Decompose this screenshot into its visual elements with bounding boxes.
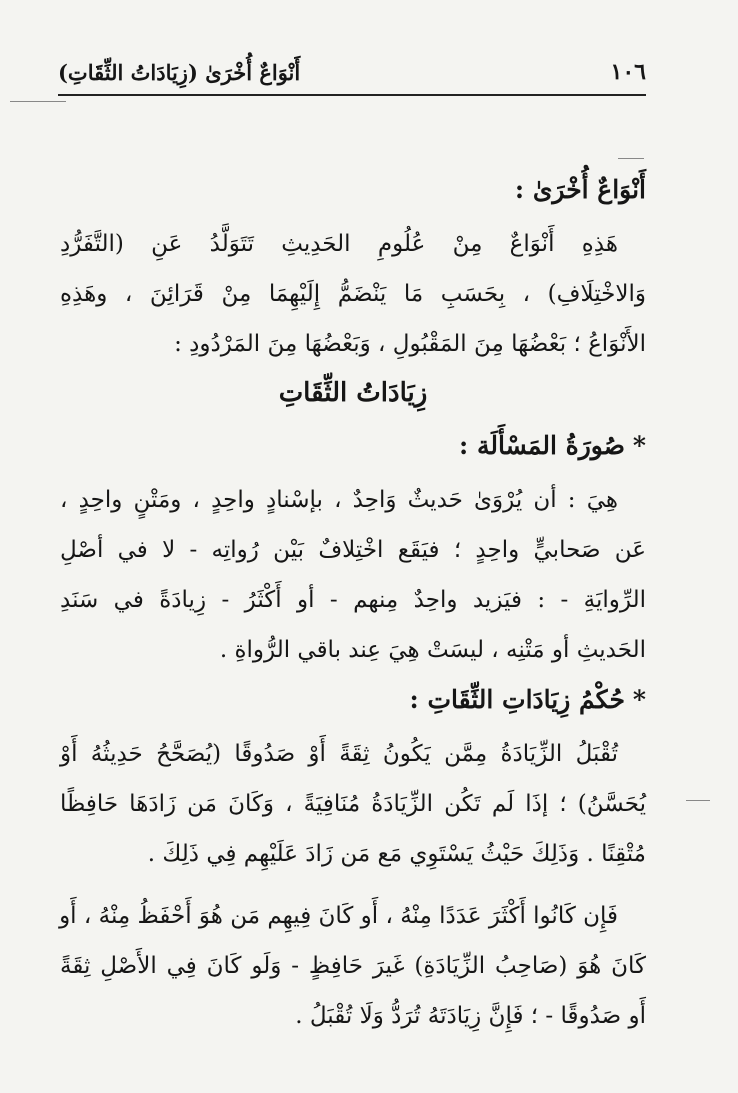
running-header: [58, 50, 646, 96]
question-line: هِيَ : أن يُرْوَىٰ حَديثٌ وَاحِدٌ ، بإسْنادٍ واحِدٍ ، ومَتْنٍ واحِدٍ ،: [60, 487, 618, 513]
page-number: ١٠٦: [610, 59, 646, 85]
section-title: زِيَادَاتُ الثِّقَاتِ: [278, 378, 428, 408]
ruling-line: أَو صَدُوقًا - ؛ فَإِنَّ زِيَادَتَهُ تُرَدُّ وَلَا تُقْبَلُ .: [295, 1003, 646, 1029]
paragraph-gap: [60, 884, 646, 896]
page-body: [60, 170, 646, 1046]
ruling-line: يُحَسَّنُ) ؛ إذَا لَم تَكُن الزِّيَادَةُ مُنَافِيَةً ، وَكَانَ مَن زَادَهَا حَافِظًا: [60, 791, 646, 817]
star-bullet: *: [632, 431, 646, 460]
question-heading-text: صُورَةُ المَسْأَلَة :: [459, 431, 625, 460]
question-line: الحَديثِ أو مَتْنِه ، ليسَتْ هِيَ عِند باقي الرُّواةِ .: [219, 637, 646, 663]
question-heading: [60, 426, 646, 466]
star-bullet: *: [632, 685, 646, 714]
ruling-line: تُقْبَلُ الزِّيَادَةُ مِمَّن يَكُونُ ثِقَةً أَوْ صَدُوقًا (يُصَحَّحُ حَدِيثُهُ أَوْ: [60, 741, 618, 767]
running-title: أَنْوَاعٌ أُخْرَىٰ (زِيَادَاتُ الثِّقَاتِ): [58, 59, 301, 85]
intro-line: وَالاخْتِلَافِ) ، بِحَسَبِ مَا يَنْضَمُّ إِلَيْهِمَا مِنْ قَرَائِنَ ، وهَذِهِ: [60, 281, 646, 307]
margin-mark: [686, 800, 710, 801]
ruling-heading-text: حُكْمُ زِيَادَاتِ الثِّقَاتِ :: [409, 685, 625, 714]
ruling-heading: [60, 680, 646, 720]
intro-heading: أَنْوَاعٌ أُخْرَىٰ :: [514, 175, 646, 204]
intro-line: هَذِهِ أَنْوَاعٌ مِنْ عُلُومِ الحَدِيثِ تَتَوَلَّدُ عَنِ (التَّفَرُّدِ: [60, 231, 618, 257]
intro-line: الأَنْوَاعُ ؛ بَعْضُهَا مِنَ المَقْبُولِ ، وَبَعْضُهَا مِنَ المَرْدُودِ :: [174, 331, 646, 357]
ruling-line: فَإِن كَانُوا أَكْثَرَ عَدَدًا مِنْهُ ، أَو كَانَ فِيهِم مَن هُوَ أَحْفَظُ مِنْهُ ، أَو: [59, 903, 618, 929]
question-line: عَن صَحابيٍّ واحِدٍ ؛ فيَقَع اخْتِلافٌ بَيْن رُواتِه - لا في أصْلِ: [60, 537, 646, 563]
margin-mark: [10, 101, 66, 102]
ruling-line: كَانَ هُوَ (صَاحِبُ الزِّيَادَةِ) غَيرَ حَافِظٍ - وَلَو كَانَ فِي الأَصْلِ ثِقَةً: [60, 953, 646, 979]
margin-mark: [618, 158, 644, 159]
question-line: الرِّوايَةِ - : فيَزيد واحِدٌ مِنهم - أو أَكْثَرُ - زِيادَةً في سَنَدِ: [60, 587, 646, 613]
ruling-line: مُتْقِنًا . وَذَلِكَ حَيْثُ يَسْتَوِي مَع مَن زَادَ عَلَيْهِم فِي ذَلِكَ .: [147, 841, 646, 867]
